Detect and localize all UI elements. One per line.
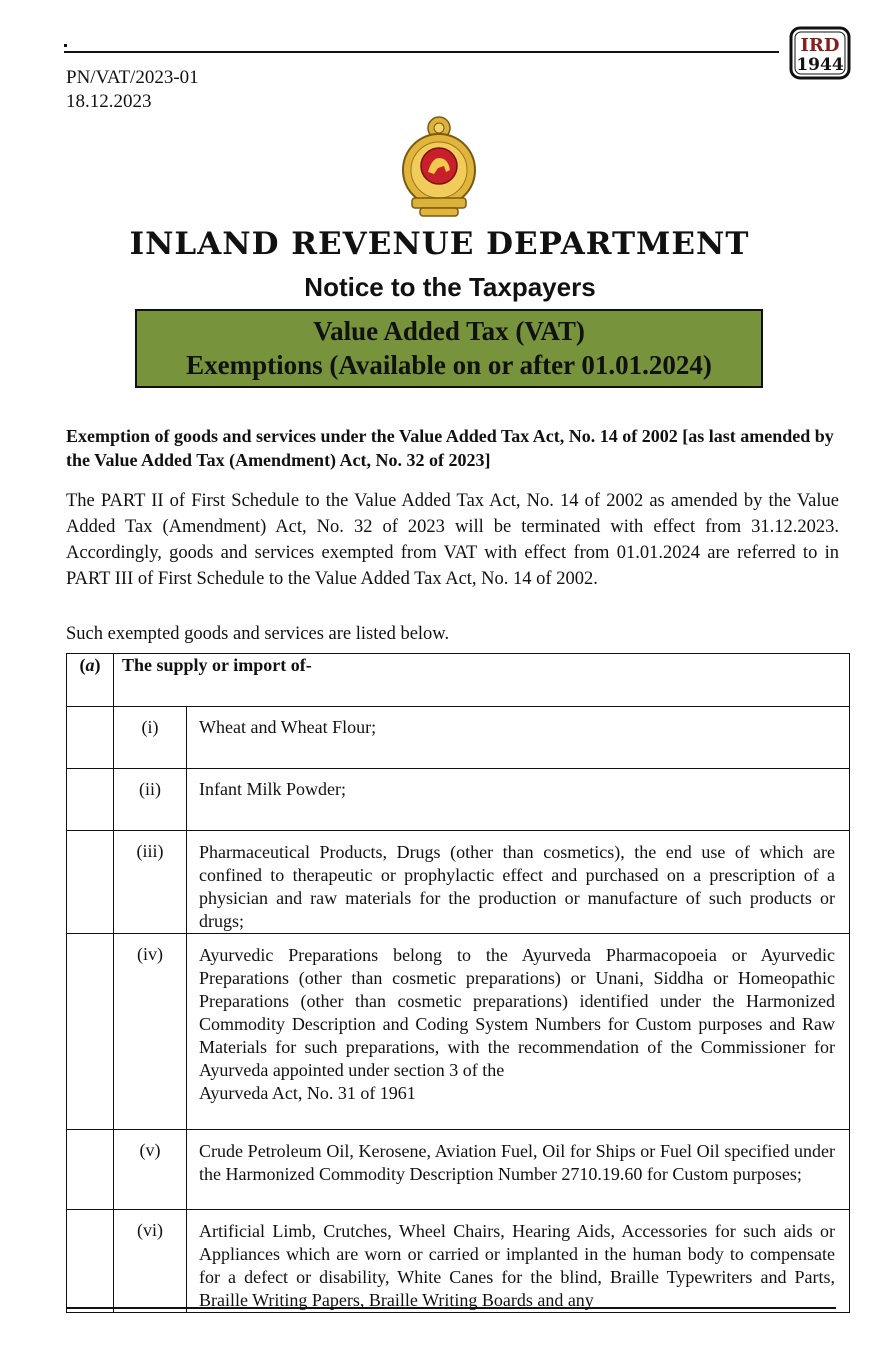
sri-lanka-emblem-icon [398,114,480,220]
table-row [67,707,850,769]
ird-1944-logo [789,26,851,80]
item-text: Ayurvedic Preparations belong to the Ayurveda Pharmacopoeia or Ayurvedic Preparations (other than cosmetic preparations) or Unani, Siddha or Homeopathic Preparations (other than cosmetic preparations) identified under the Harmonized Commodity Description and Coding System Numbers for Custom purposes and Raw Materials for such preparations, with the recommendation of the Commissioner for Ayurveda appointed under section 3 of the [199,945,835,1080]
vat-title-line2: Exemptions (Available on or after 01.01.2024) [186,350,712,380]
item-text-continuation: Ayurveda Act, No. 31 of 1961 [199,1083,416,1103]
footer-rule [66,1307,836,1309]
table-row [67,831,850,934]
ird-logo-text-top: IRD [800,35,840,56]
notice-title: Notice to the Taxpayers [304,272,596,302]
item-text: Crude Petroleum Oil, Kerosene, Aviation Fuel, Oil for Ships or Fuel Oil specified under the Harmonized Commodity Description Number 2710.19.60 for Custom purposes; [187,1130,850,1210]
reference-block [66,66,199,114]
section-heading: Exemption of goods and services under the Value Added Tax Act, No. 14 of 2002 [as last amended by the Value Added Tax (Amendment) Act, No. 32 of 2023] [66,426,834,470]
vat-title-line1: Value Added Tax (VAT) [313,316,585,346]
item-text: Artificial Limb, Crutches, Wheel Chairs, Hearing Aids, Accessories for such aids or Appliances which are worn or carried or implanted in the human body to compensate for a defect or disability, White Canes for the blind, Braille Typewriters and Parts, Braille Writing Papers, Braille Writing Boards and any [187,1210,850,1313]
table-row [67,934,850,1130]
table-row [67,769,850,831]
table-row [67,1210,850,1313]
section-label: a [85,655,95,675]
header-rule [64,51,779,53]
item-number: (iv) [114,934,187,1130]
listed-below-text: Such exempted goods and services are listed below. [66,624,450,644]
reference-number: PN/VAT/2023-01 [66,67,199,88]
vat-title-box [135,309,763,388]
section-title: The supply or import of- [114,654,850,707]
exemptions-table [66,653,850,1313]
item-text: Pharmaceutical Products, Drugs (other than cosmetics), the end use of which are confined to therapeutic or prophylactic effect and purchased on a prescription of a physician and raw materials for the production or manufacture of such products or drugs; [187,831,850,934]
item-text-cell [187,934,850,1130]
notice-date: 18.12.2023 [66,91,152,112]
table-header-row [67,654,850,707]
ird-logo-text-bottom: 1944 [796,55,844,75]
table-row [67,1130,850,1210]
item-number: (i) [114,707,187,769]
item-number: (iii) [114,831,187,934]
item-text: Wheat and Wheat Flour; [187,707,850,769]
intro-paragraph: The PART II of First Schedule to the Value Added Tax Act, No. 14 of 2002 as amended by the Value Added Tax (Amendment) Act, No. 32 of 2023 will be terminated with effect from 31.12.2023. Accordingly, goods and services exempted from VAT with effect from 01.01.2024 are referred to in PART III of First Schedule to the Value Added Tax Act, No. 14 of 2002. [66,491,839,589]
item-number: (ii) [114,769,187,831]
item-text: Infant Milk Powder; [187,769,850,831]
department-title: INLAND REVENUE DEPARTMENT [129,226,750,262]
section-label-cell: (a) [67,654,114,707]
item-number: (v) [114,1130,187,1210]
item-number: (vi) [114,1210,187,1313]
header-dot [64,44,67,47]
